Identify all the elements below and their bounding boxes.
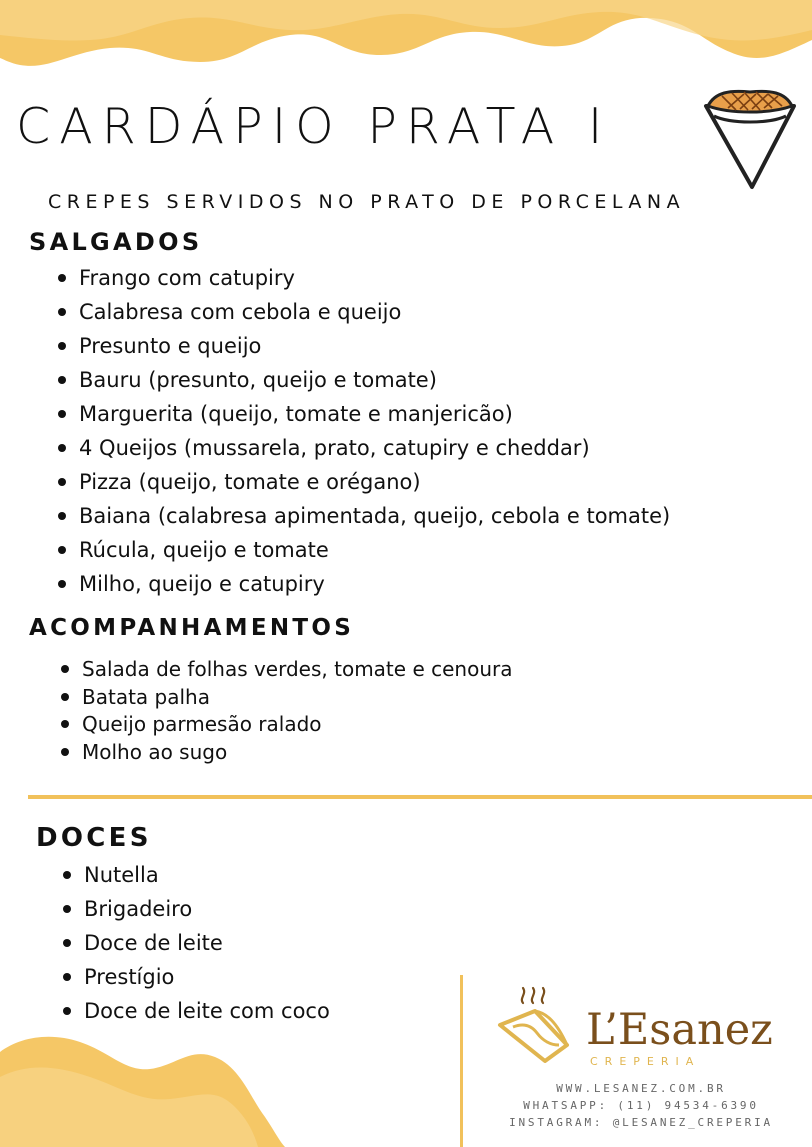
menu-item-label: Batata palha	[82, 684, 210, 709]
decorative-top-wave	[0, 0, 812, 95]
section-title-salgados: SALGADOS	[29, 228, 203, 256]
menu-item-label: Bauru (presunto, queijo e tomate)	[79, 368, 437, 392]
bullet-icon	[58, 478, 66, 486]
menu-item	[58, 684, 512, 712]
menu-item	[55, 466, 670, 500]
bullet-icon	[61, 693, 69, 701]
bullet-icon	[58, 308, 66, 316]
menu-item-label: Milho, queijo e catupiry	[79, 572, 325, 596]
menu-item	[60, 859, 330, 893]
section-title-acompanhamentos: ACOMPANHAMENTOS	[29, 615, 355, 641]
bullet-icon	[63, 939, 71, 947]
decorative-bottom-blob	[0, 1017, 300, 1147]
bullet-icon	[58, 512, 66, 520]
menu-item	[60, 893, 330, 927]
bullet-icon	[58, 342, 66, 350]
menu-item-label: Doce de leite com coco	[84, 999, 330, 1023]
whatsapp-contact[interactable]: WHATSAPP: (11) 94534-6390	[523, 1099, 759, 1112]
brand-tagline: CREPERIA	[590, 1055, 701, 1068]
menu-item-label: 4 Queijos (mussarela, prato, catupiry e cheddar)	[79, 436, 590, 460]
bullet-icon	[61, 665, 69, 673]
acompanhamentos-list	[58, 656, 512, 766]
menu-item	[55, 432, 670, 466]
menu-item-label: Salada de folhas verdes, tomate e cenoura	[82, 657, 513, 681]
menu-item	[58, 656, 512, 684]
doces-list	[60, 859, 330, 1029]
brand-name: L’Esanez	[586, 1005, 773, 1055]
menu-item-label: Prestígio	[84, 965, 175, 989]
bullet-icon	[58, 580, 66, 588]
menu-item	[55, 364, 670, 398]
menu-item	[55, 398, 670, 432]
menu-item-label: Pizza (queijo, tomate e orégano)	[79, 470, 421, 494]
menu-item-label: Marguerita (queijo, tomate e manjericão)	[79, 402, 513, 426]
menu-item	[60, 961, 330, 995]
menu-item-label: Rúcula, queijo e tomate	[79, 538, 329, 562]
bullet-icon	[61, 720, 69, 728]
menu-item	[58, 739, 512, 767]
menu-item-label: Doce de leite	[84, 931, 223, 955]
bullet-icon	[58, 410, 66, 418]
menu-item-label: Brigadeiro	[84, 897, 193, 921]
crepe-icon	[700, 86, 800, 191]
salgados-list	[55, 262, 670, 602]
menu-item	[58, 711, 512, 739]
menu-item-label: Molho ao sugo	[82, 739, 228, 764]
page-subtitle: CREPES SERVIDOS NO PRATO DE PORCELANA	[48, 191, 686, 213]
instagram-handle[interactable]: INSTAGRAM: @LESANEZ_CREPERIA	[509, 1116, 773, 1129]
menu-item	[55, 500, 670, 534]
bullet-icon	[63, 871, 71, 879]
footer-vertical-divider	[460, 975, 463, 1147]
menu-item	[55, 296, 670, 330]
menu-item-label: Baiana (calabresa apimentada, queijo, cebola e tomate)	[79, 504, 671, 528]
menu-item	[55, 330, 670, 364]
menu-item	[55, 262, 670, 296]
menu-item	[55, 568, 670, 602]
menu-item	[55, 534, 670, 568]
bullet-icon	[63, 1007, 71, 1015]
section-divider	[28, 795, 812, 799]
page-title: CARDÁPIO PRATA I	[16, 98, 612, 155]
menu-item	[60, 995, 330, 1029]
steaming-crepe-icon	[495, 985, 585, 1070]
bullet-icon	[63, 973, 71, 981]
bullet-icon	[58, 546, 66, 554]
bullet-icon	[63, 905, 71, 913]
menu-item-label: Nutella	[84, 863, 159, 887]
bullet-icon	[58, 376, 66, 384]
menu-item-label: Queijo parmesão ralado	[82, 712, 322, 736]
bullet-icon	[58, 274, 66, 282]
menu-item-label: Frango com catupiry	[79, 266, 295, 290]
website-link[interactable]: WWW.LESANEZ.COM.BR	[556, 1082, 726, 1095]
menu-item-label: Presunto e queijo	[79, 334, 262, 358]
bullet-icon	[58, 444, 66, 452]
menu-item-label: Calabresa com cebola e queijo	[79, 300, 402, 324]
bullet-icon	[61, 748, 69, 756]
section-title-doces: DOCES	[36, 823, 152, 853]
menu-item	[60, 927, 330, 961]
